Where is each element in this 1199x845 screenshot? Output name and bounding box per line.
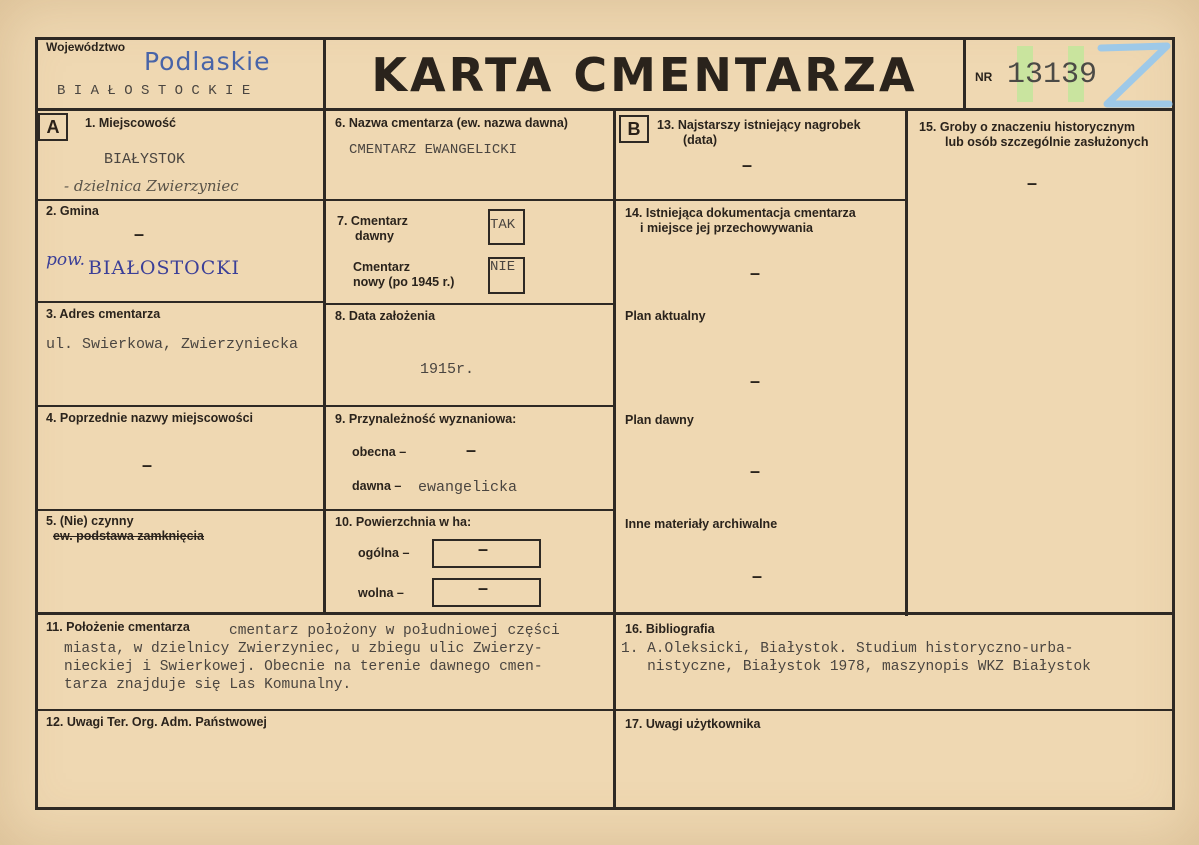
row-line xyxy=(35,709,1175,711)
field-14-label: 14. Istniejąca dokumentacja cmentarza xyxy=(625,206,856,220)
field-2-value: BIAŁOSTOCKI xyxy=(88,257,240,279)
field-7-new-value: NIE xyxy=(490,259,516,275)
row-line xyxy=(323,509,615,511)
field-6-label: 6. Nazwa cmentarza (ew. nazwa dawna) xyxy=(335,116,568,130)
field-16-line-2: nistyczne, Białystok 1978, maszynopis WKZ Białystok xyxy=(621,659,1091,675)
other-materials-value: – xyxy=(752,566,763,586)
field-9-current-label: obecna – xyxy=(352,445,407,459)
field-10-free-label: wolna – xyxy=(358,586,404,600)
row-line xyxy=(323,303,615,305)
field-7-sublabel: dawny xyxy=(355,229,394,243)
field-4-label: 4. Poprzednie nazwy miejscowości xyxy=(46,411,254,425)
plan-current-value: – xyxy=(750,371,761,391)
nr-value: 13139 xyxy=(1007,58,1098,92)
blue-z-mark xyxy=(1093,40,1175,112)
field-14-sublabel: i miejsce jej przechowywania xyxy=(640,221,813,235)
field-12-label: 12. Uwagi Ter. Org. Adm. Państwowej xyxy=(46,715,267,729)
wojewodztwo-stamp: Podlaskie xyxy=(144,47,271,76)
nr-divider xyxy=(963,37,966,109)
field-10-free-value: – xyxy=(478,578,489,598)
row-line xyxy=(35,301,325,303)
field-9-former-value: ewangelicka xyxy=(418,479,518,496)
field-10-label: 10. Powierzchnia w ha: xyxy=(335,515,472,529)
plan-current-label: Plan aktualny xyxy=(625,309,706,323)
field-7-new-sublabel: nowy (po 1945 r.) xyxy=(353,275,455,289)
row-line xyxy=(35,509,325,511)
field-6-value: CMENTARZ EWANGELICKI xyxy=(349,142,518,158)
field-11-line-2: miasta, w dzielnicy Zwierzyniec, u zbiegu ulic Zwierzy- xyxy=(64,641,543,657)
column-divider-1 xyxy=(323,37,326,613)
field-4-value: – xyxy=(142,455,153,475)
field-7-old-value: TAK xyxy=(490,217,516,233)
nr-label: NR xyxy=(975,70,993,84)
field-1-label: 1. Miejscowość xyxy=(85,116,177,130)
field-3-label: 3. Adres cmentarza xyxy=(46,307,161,321)
field-16-line-1: 1. A.Oleksicki, Białystok. Studium historyczno-urba- xyxy=(621,641,1074,657)
wojewodztwo-label: Województwo xyxy=(46,40,126,54)
field-3-value: ul. Swierkowa, Zwierzyniecka xyxy=(46,336,299,353)
field-13-sublabel: (data) xyxy=(683,133,718,147)
field-8-label: 8. Data założenia xyxy=(335,309,436,323)
plan-former-value: – xyxy=(750,461,761,481)
row-line xyxy=(323,199,615,201)
field-1-value: BIAŁYSTOK xyxy=(104,151,186,168)
field-7-label: 7. Cmentarz xyxy=(337,214,408,228)
field-5-label: 5. (Nie) czynny xyxy=(46,514,134,528)
field-11-line-1: cmentarz położony w południowej części xyxy=(229,623,560,639)
field-13-value: – xyxy=(742,155,753,175)
field-13-label: 13. Najstarszy istniejący nagrobek xyxy=(657,118,861,132)
other-materials-label: Inne materiały archiwalne xyxy=(625,517,778,531)
field-9-current-value: – xyxy=(466,440,477,460)
field-7-new-label: Cmentarz xyxy=(353,260,410,274)
column-divider-3 xyxy=(905,108,908,616)
field-9-former-label: dawna – xyxy=(352,479,402,493)
row-line xyxy=(323,405,615,407)
field-2-prefix: pow. xyxy=(46,250,86,270)
field-9-label: 9. Przynależność wyznaniowa: xyxy=(335,412,517,426)
field-17-label: 17. Uwagi użytkownika xyxy=(625,717,761,731)
field-11-line-4: tarza znajduje się Las Komunalny. xyxy=(64,677,352,693)
row-line xyxy=(35,612,1175,615)
field-15-sublabel: lub osób szczególnie zasłużonych xyxy=(945,135,1149,149)
field-16-label: 16. Bibliografia xyxy=(625,622,715,636)
field-15-label: 15. Groby o znaczeniu historycznym xyxy=(919,120,1136,134)
field-14-value: – xyxy=(750,263,761,283)
row-line xyxy=(35,405,325,407)
field-10-total-value: – xyxy=(478,539,489,559)
section-a-marker: A xyxy=(38,113,68,141)
header-divider xyxy=(35,108,1175,111)
card-title: KARTA CMENTARZA xyxy=(371,48,918,102)
field-2-label: 2. Gmina xyxy=(46,204,99,218)
section-b-marker: B xyxy=(619,115,649,143)
wojewodztwo-typed: B I A Ł O S T O C K I E xyxy=(57,83,251,99)
field-11-line-3: nieckiej i Swierkowej. Obecnie na terenie dawnego cmen- xyxy=(64,659,543,675)
field-1-note: - dzielnica Zwierzyniec xyxy=(64,177,239,195)
column-divider-2 xyxy=(613,108,616,810)
plan-former-label: Plan dawny xyxy=(625,413,694,427)
row-line xyxy=(613,199,907,201)
row-line xyxy=(35,199,325,201)
field-2-dash: – xyxy=(134,224,145,244)
field-11-label: 11. Położenie cmentarza xyxy=(46,620,190,634)
field-5-sublabel: ew. podstawa zamknięcia xyxy=(53,529,204,543)
field-8-value: 1915r. xyxy=(420,361,475,378)
field-10-total-label: ogólna – xyxy=(358,546,410,560)
field-15-value: – xyxy=(1027,173,1038,193)
